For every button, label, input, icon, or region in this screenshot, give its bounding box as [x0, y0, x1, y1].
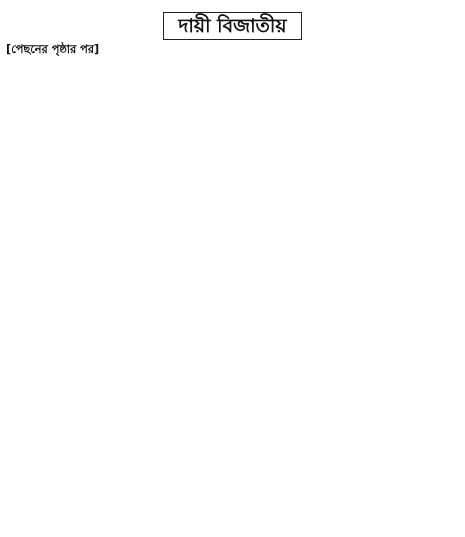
body-line — [6, 290, 461, 307]
body-line — [6, 488, 461, 505]
body-line — [6, 405, 461, 422]
body-line — [6, 224, 461, 241]
body-line — [6, 323, 461, 340]
body-line — [6, 273, 461, 290]
headline-box — [0, 10, 465, 42]
body-line — [6, 207, 461, 224]
body-line — [6, 306, 461, 323]
body-line — [6, 42, 461, 59]
body-line — [6, 59, 461, 76]
body-line — [6, 108, 461, 125]
body-line — [6, 92, 461, 109]
body-line — [6, 389, 461, 406]
body-line — [6, 125, 461, 142]
body-line — [6, 75, 461, 92]
body-line — [6, 356, 461, 373]
body-line — [6, 141, 461, 158]
body-line — [6, 191, 461, 208]
previous-article-tail — [6, 0, 461, 10]
article-body — [6, 42, 461, 537]
body-line — [6, 504, 461, 521]
body-line — [6, 372, 461, 389]
continued-from-kicker: [পেছনের পৃষ্ঠার পর] — [6, 43, 100, 56]
body-line — [6, 471, 461, 488]
body-line — [6, 422, 461, 439]
body-line — [6, 257, 461, 274]
article-headline: দায়ী বিজাতীয় — [163, 12, 301, 40]
body-line — [6, 521, 461, 537]
body-line — [6, 339, 461, 356]
body-line — [6, 455, 461, 472]
body-line — [6, 240, 461, 257]
body-line — [6, 174, 461, 191]
body-line — [6, 158, 461, 175]
body-line — [6, 438, 461, 455]
